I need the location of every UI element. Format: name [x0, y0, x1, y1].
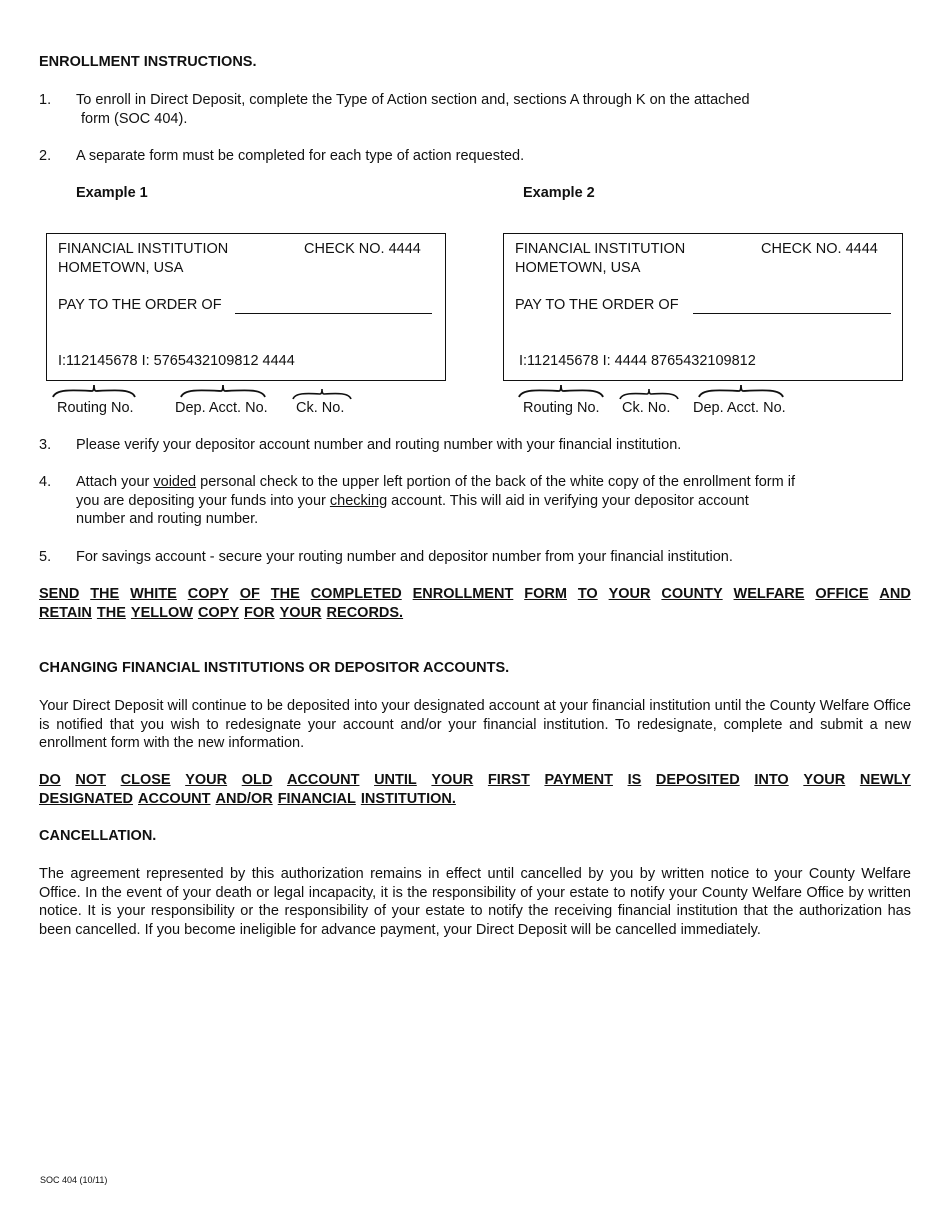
close-notice-word: YOUR [185, 772, 228, 788]
item-3-text: Please verify your depositor account number and routing number with your financial institution. [76, 437, 682, 453]
close-notice-word: FINANCIAL [277, 791, 356, 807]
check-number: CHECK NO. 4444 [761, 241, 878, 257]
check-pay-to: PAY TO THE ORDER OF [58, 297, 222, 313]
item-5-number: 5. [39, 549, 52, 565]
example-1-routing-label: Routing No. [57, 400, 134, 416]
send-notice-word: THE [96, 605, 126, 621]
send-notice-line1 [39, 586, 911, 602]
pay-to-line [693, 313, 891, 314]
example-2-check [503, 233, 903, 381]
close-notice-word: INTO [754, 772, 789, 788]
send-notice-word: FORM [524, 586, 567, 602]
send-notice-word: WHITE [130, 586, 177, 602]
example-1-ck-label: Ck. No. [296, 400, 345, 416]
item-4-text-b: personal check to the upper left portion of the back of the white copy of the enrollment form if [196, 474, 795, 490]
close-notice-word: AND/OR [215, 791, 273, 807]
send-notice-word: RETAIN [39, 605, 92, 621]
send-notice-word: OF [239, 586, 260, 602]
enrollment-heading: ENROLLMENT INSTRUCTIONS. [39, 54, 257, 70]
voided-emphasis: voided [153, 474, 197, 490]
close-notice-word: INSTITUTION. [360, 791, 456, 807]
item-1-text-line1: To enroll in Direct Deposit, complete the Type of Action section and, sections A through K on the attached [76, 92, 750, 108]
close-notice-word: YOUR [803, 772, 846, 788]
cancellation-heading: CANCELLATION. [39, 828, 157, 844]
item-2-text: A separate form must be completed for each type of action requested. [76, 148, 525, 164]
example-2-routing-label: Routing No. [523, 400, 600, 416]
close-notice-word: FIRST [487, 772, 530, 788]
send-notice-word: RECORDS. [326, 605, 404, 621]
item-5-text: For savings account - secure your routing number and depositor number from your financial institution. [76, 549, 733, 565]
close-notice-word: IS [627, 772, 642, 788]
close-notice-word: PAYMENT [544, 772, 613, 788]
item-2-number: 2. [39, 148, 52, 164]
item-1-number: 1. [39, 92, 52, 108]
example-1-dep-label: Dep. Acct. No. [175, 400, 268, 416]
example-2-label: Example 2 [523, 185, 595, 201]
item-4-text-a: Attach your [76, 474, 154, 490]
ck-brace-icon [619, 388, 679, 400]
check-institution: FINANCIAL INSTITUTION [515, 241, 686, 257]
close-notice-word: UNTIL [374, 772, 417, 788]
routing-brace-icon [52, 384, 136, 398]
send-notice-word: ENROLLMENT [412, 586, 514, 602]
send-notice-word: YOUR [608, 586, 651, 602]
form-footer: SOC 404 (10/11) [40, 1175, 108, 1185]
checking-emphasis: checking [329, 493, 388, 509]
check-pay-to: PAY TO THE ORDER OF [515, 297, 679, 313]
item-4-text-d: account. This will aid in verifying your depositor account [387, 493, 749, 509]
check-micr: I:112145678 I: 4444 8765432109812 [519, 353, 756, 369]
send-notice-word: THE [90, 586, 120, 602]
changing-paragraph: Your Direct Deposit will continue to be deposited into your designated account at your financial institution until the County Welfare Office is notified that you wish to redesignate your account and/or your financial institution. To redesignate, complete and submit a new enrollment form with the new information. [39, 698, 911, 752]
close-notice-word: OLD [241, 772, 273, 788]
example-2-ck-label: Ck. No. [622, 400, 671, 416]
example-1-label: Example 1 [76, 185, 148, 201]
close-notice-word: ACCOUNT [286, 772, 360, 788]
check-micr: I:112145678 I: 5765432109812 4444 [58, 353, 295, 369]
close-notice-word: YOUR [431, 772, 474, 788]
item-1-text-line2: form (SOC 404). [81, 111, 188, 127]
send-notice-word: YOUR [279, 605, 322, 621]
close-notice-word: NEWLY [859, 772, 911, 788]
item-4-text-line2 [76, 493, 749, 509]
send-notice-word: AND [879, 586, 911, 602]
dep-acct-brace-icon [180, 384, 266, 398]
check-number: CHECK NO. 4444 [304, 241, 421, 257]
send-notice-word: SEND [39, 586, 80, 602]
check-institution: FINANCIAL INSTITUTION [58, 241, 229, 257]
routing-brace-icon [518, 384, 604, 398]
example-1-check [46, 233, 446, 381]
close-notice-word: DESIGNATED [39, 791, 133, 807]
item-3-number: 3. [39, 437, 52, 453]
send-notice-word: THE [270, 586, 300, 602]
cancellation-paragraph: The agreement represented by this authorization remains in effect until cancelled by you by written notice to your County Welfare Office. In the event of your death or legal incapacity, it is the responsibility of your estate to notify your County Welfare Office by written notice. It is your responsibility or the responsibility of your estate to notify the receiving financial institution that the authorization has been cancelled. If you become ineligible for advance payment, your Direct Deposit will be cancelled immediately. [39, 866, 911, 939]
send-notice-word: FOR [244, 605, 275, 621]
close-notice-word: CLOSE [120, 772, 171, 788]
close-notice-word: ACCOUNT [138, 791, 211, 807]
send-notice-word: WELFARE [733, 586, 805, 602]
item-4-number: 4. [39, 474, 52, 490]
check-town: HOMETOWN, USA [515, 260, 641, 276]
close-notice-word: DO [39, 772, 61, 788]
send-notice-word: COPY [187, 586, 229, 602]
changing-heading: CHANGING FINANCIAL INSTITUTIONS OR DEPOSITOR ACCOUNTS. [39, 660, 510, 676]
example-2-dep-label: Dep. Acct. No. [693, 400, 786, 416]
send-notice-word: YELLOW [130, 605, 193, 621]
send-notice-line2 [39, 605, 403, 621]
item-4-text-line1 [76, 474, 795, 490]
close-notice-word: DEPOSITED [655, 772, 740, 788]
send-notice-word: COMPLETED [310, 586, 402, 602]
ck-brace-icon [292, 388, 352, 400]
dep-acct-brace-icon [698, 384, 784, 398]
close-notice-word: NOT [75, 772, 106, 788]
send-notice-word: OFFICE [815, 586, 869, 602]
check-town: HOMETOWN, USA [58, 260, 184, 276]
pay-to-line [235, 313, 432, 314]
send-notice-word: COUNTY [661, 586, 723, 602]
item-4-text-line3: number and routing number. [76, 511, 259, 527]
send-notice-word: TO [577, 586, 598, 602]
send-notice-word: COPY [197, 605, 240, 621]
close-notice-line1 [39, 772, 911, 788]
item-4-text-c: you are depositing your funds into your [76, 493, 330, 509]
close-notice-line2 [39, 791, 456, 807]
